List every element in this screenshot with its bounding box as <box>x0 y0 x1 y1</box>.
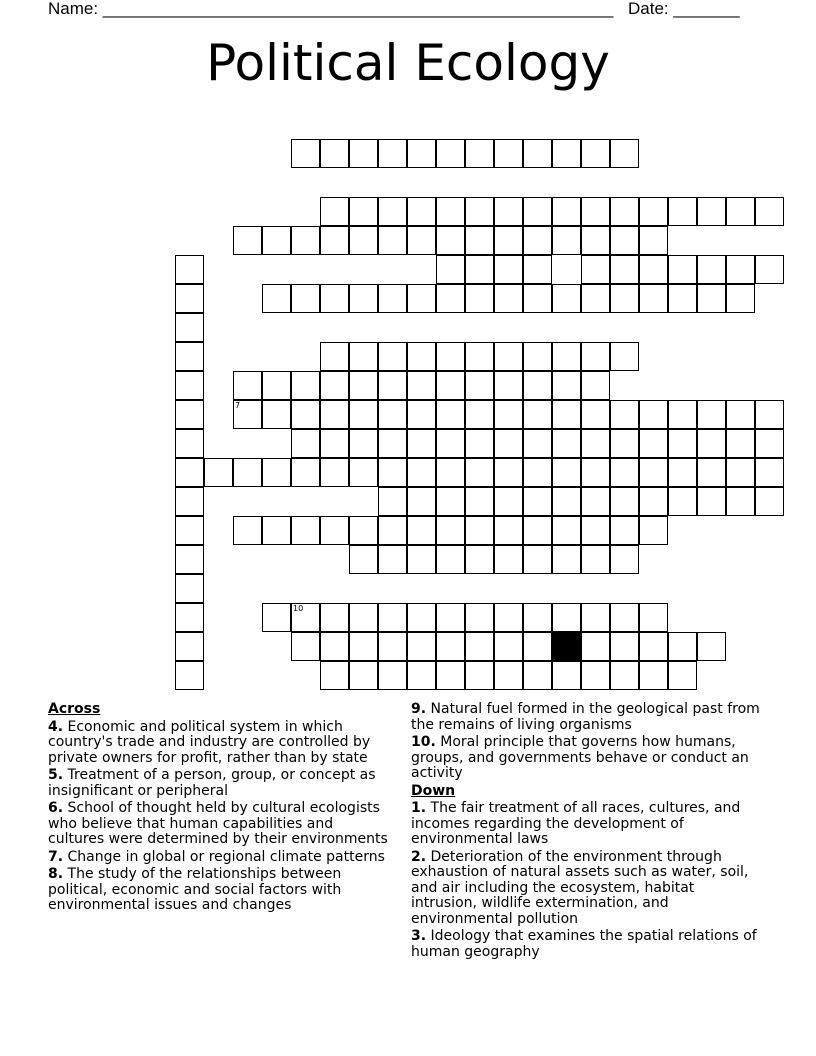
clues-right-column <box>411 702 761 962</box>
grid-cell[interactable] <box>436 342 465 371</box>
grid-cell[interactable] <box>668 429 697 458</box>
grid-cell[interactable] <box>349 226 378 255</box>
grid-cell[interactable] <box>320 226 349 255</box>
grid-cell[interactable] <box>175 603 204 632</box>
grid-cell[interactable] <box>320 661 349 690</box>
grid-cell[interactable] <box>465 255 494 284</box>
grid-cell[interactable] <box>523 139 552 168</box>
grid-cell[interactable] <box>494 458 523 487</box>
grid-cell[interactable] <box>552 226 581 255</box>
grid-cell[interactable] <box>291 284 320 313</box>
grid-cell[interactable] <box>523 516 552 545</box>
grid-cell[interactable] <box>610 661 639 690</box>
grid-cell[interactable] <box>262 284 291 313</box>
grid-cell[interactable] <box>697 197 726 226</box>
grid-cell[interactable] <box>523 458 552 487</box>
grid-cell[interactable] <box>668 255 697 284</box>
grid-cell[interactable] <box>175 371 204 400</box>
grid-cell[interactable] <box>639 487 668 516</box>
grid-cell[interactable] <box>639 661 668 690</box>
clue-across-10: 10. Moral principle that governs how humans, groups, and governments behave or conduct an activity <box>411 734 749 781</box>
grid-cell[interactable] <box>465 400 494 429</box>
grid-cell[interactable] <box>494 487 523 516</box>
grid-cell[interactable] <box>552 458 581 487</box>
grid-cell[interactable] <box>262 371 291 400</box>
grid-cell[interactable] <box>523 255 552 284</box>
grid-cell[interactable] <box>378 545 407 574</box>
grid-cell[interactable] <box>494 255 523 284</box>
grid-cell[interactable] <box>668 458 697 487</box>
grid-cell[interactable] <box>494 197 523 226</box>
grid-cell[interactable] <box>436 516 465 545</box>
grid-cell[interactable] <box>610 255 639 284</box>
grid-cell[interactable] <box>639 603 668 632</box>
grid-cell[interactable] <box>378 661 407 690</box>
grid-cell[interactable] <box>349 632 378 661</box>
grid-cell[interactable] <box>378 342 407 371</box>
grid-cell[interactable] <box>523 429 552 458</box>
grid-cell[interactable] <box>175 661 204 690</box>
grid-cell[interactable] <box>494 139 523 168</box>
grid-cell[interactable] <box>523 661 552 690</box>
grid-cell[interactable] <box>697 429 726 458</box>
grid-cell[interactable] <box>378 458 407 487</box>
grid-cell[interactable] <box>349 139 378 168</box>
grid-cell[interactable] <box>726 400 755 429</box>
grid-cell[interactable] <box>610 139 639 168</box>
grid-cell[interactable] <box>175 400 204 429</box>
grid-cell[interactable] <box>552 284 581 313</box>
grid-cell[interactable] <box>262 226 291 255</box>
grid-cell[interactable] <box>378 197 407 226</box>
grid-cell[interactable] <box>697 255 726 284</box>
grid-cell[interactable] <box>639 400 668 429</box>
grid-cell[interactable] <box>320 603 349 632</box>
grid-cell[interactable] <box>291 458 320 487</box>
grid-cell[interactable] <box>494 400 523 429</box>
grid-cell[interactable] <box>175 574 204 603</box>
grid-cell[interactable] <box>465 516 494 545</box>
clue-number: 7 <box>235 401 241 410</box>
grid-cell[interactable] <box>697 284 726 313</box>
clue-across-6: 6. School of thought held by cultural ecologists who believe that human capabilities and cultures were determined by their environments <box>48 800 388 847</box>
grid-cell[interactable] <box>552 487 581 516</box>
grid-cell[interactable] <box>639 226 668 255</box>
grid-cell[interactable] <box>436 284 465 313</box>
grid-cell[interactable] <box>610 458 639 487</box>
grid-cell[interactable] <box>523 284 552 313</box>
grid-cell[interactable] <box>639 516 668 545</box>
grid-cell[interactable] <box>668 400 697 429</box>
grid-cell[interactable] <box>610 603 639 632</box>
grid-cell[interactable] <box>581 545 610 574</box>
grid-cell[interactable] <box>407 197 436 226</box>
grid-cell[interactable] <box>581 342 610 371</box>
grid-cell[interactable] <box>755 197 784 226</box>
grid-cell[interactable] <box>175 255 204 284</box>
grid-cell[interactable] <box>320 342 349 371</box>
grid-cell[interactable] <box>523 487 552 516</box>
grid-cell[interactable] <box>436 255 465 284</box>
name-field-label: Name: ______________________________________________________ <box>48 0 614 18</box>
grid-cell[interactable] <box>639 632 668 661</box>
grid-cell[interactable] <box>465 342 494 371</box>
grid-cell[interactable] <box>436 487 465 516</box>
grid-cell[interactable] <box>407 458 436 487</box>
grid-cell[interactable] <box>581 400 610 429</box>
grid-cell[interactable] <box>494 371 523 400</box>
clue-down-2: 2. Deterioration of the environment through exhaustion of natural assets such as water, soil, and air including the ecosystem, habitat intrusion, wildlife extermination, and environmental pollution <box>411 848 749 927</box>
grid-cell[interactable] <box>204 458 233 487</box>
grid-cell[interactable] <box>755 400 784 429</box>
grid-cell[interactable] <box>465 487 494 516</box>
grid-cell[interactable] <box>610 516 639 545</box>
grid-cell[interactable] <box>465 226 494 255</box>
grid-cell[interactable] <box>349 661 378 690</box>
grid-cell[interactable] <box>233 458 262 487</box>
grid-cell[interactable] <box>320 284 349 313</box>
grid-cell[interactable] <box>436 603 465 632</box>
grid-cell[interactable] <box>523 371 552 400</box>
grid-cell[interactable] <box>668 661 697 690</box>
grid-cell[interactable] <box>552 516 581 545</box>
grid-cell[interactable] <box>494 603 523 632</box>
grid-cell[interactable] <box>378 400 407 429</box>
grid-cell[interactable] <box>320 458 349 487</box>
grid-cell[interactable] <box>755 487 784 516</box>
grid-cell[interactable] <box>349 400 378 429</box>
grid-cell[interactable] <box>552 342 581 371</box>
grid-cell[interactable] <box>233 400 262 429</box>
grid-cell[interactable] <box>494 545 523 574</box>
grid-cell[interactable] <box>668 632 697 661</box>
grid-cell[interactable] <box>436 429 465 458</box>
grid-cell[interactable] <box>320 139 349 168</box>
grid-cell[interactable] <box>175 313 204 342</box>
grid-cell[interactable] <box>755 458 784 487</box>
grid-cell[interactable] <box>552 139 581 168</box>
clue-across-4: 4. Economic and political system in which country's trade and industry are controlled by private owners for profit, rather than by state <box>48 718 371 766</box>
grid-cell[interactable] <box>465 603 494 632</box>
grid-cell[interactable] <box>378 516 407 545</box>
grid-cell[interactable] <box>523 342 552 371</box>
grid-cell[interactable] <box>610 284 639 313</box>
grid-cell[interactable] <box>233 516 262 545</box>
grid-cell[interactable] <box>291 139 320 168</box>
grid-cell[interactable] <box>465 632 494 661</box>
grid-cell[interactable] <box>349 342 378 371</box>
grid-cell[interactable] <box>407 342 436 371</box>
grid-cell[interactable] <box>291 400 320 429</box>
grid-cell[interactable] <box>581 371 610 400</box>
grid-cell[interactable] <box>233 226 262 255</box>
grid-cell[interactable] <box>175 458 204 487</box>
grid-cell[interactable] <box>610 429 639 458</box>
grid-cell[interactable] <box>175 487 204 516</box>
grid-cell[interactable] <box>262 458 291 487</box>
grid-cell[interactable] <box>349 197 378 226</box>
grid-cell[interactable] <box>407 226 436 255</box>
grid-cell[interactable] <box>581 661 610 690</box>
grid-cell[interactable] <box>320 400 349 429</box>
grid-cell[interactable] <box>697 458 726 487</box>
grid-cell[interactable] <box>378 284 407 313</box>
grid-cell[interactable] <box>349 545 378 574</box>
grid-cell[interactable] <box>494 632 523 661</box>
grid-cell[interactable] <box>523 226 552 255</box>
grid-cell[interactable] <box>581 516 610 545</box>
grid-cell[interactable] <box>349 516 378 545</box>
grid-cell[interactable] <box>726 255 755 284</box>
clue-across-5: 5. Treatment of a person, group, or concept as insignificant or peripheral <box>48 767 376 799</box>
grid-cell[interactable] <box>494 284 523 313</box>
grid-cell[interactable] <box>581 458 610 487</box>
grid-cell[interactable] <box>349 284 378 313</box>
grid-cell[interactable] <box>523 632 552 661</box>
grid-cell[interactable] <box>291 429 320 458</box>
grid-cell[interactable] <box>465 139 494 168</box>
grid-cell[interactable] <box>639 429 668 458</box>
grid-cell[interactable] <box>436 458 465 487</box>
grid-cell[interactable] <box>494 429 523 458</box>
grid-cell[interactable] <box>436 371 465 400</box>
grid-cell[interactable] <box>465 197 494 226</box>
grid-cell[interactable] <box>320 516 349 545</box>
grid-cell[interactable] <box>175 516 204 545</box>
grid-cell[interactable] <box>465 429 494 458</box>
grid-cell[interactable] <box>320 429 349 458</box>
grid-cell[interactable] <box>726 487 755 516</box>
grid-cell[interactable] <box>581 632 610 661</box>
grid-cell[interactable] <box>407 429 436 458</box>
grid-cell[interactable] <box>262 400 291 429</box>
grid-cell[interactable] <box>407 603 436 632</box>
grid-cell[interactable] <box>581 139 610 168</box>
grid-cell[interactable] <box>581 226 610 255</box>
puzzle-title: Political Ecology <box>206 34 610 92</box>
grid-cell[interactable] <box>175 429 204 458</box>
clue-down-3: 3. Ideology that examines the spatial relations of human geography <box>411 928 757 960</box>
grid-cell[interactable] <box>581 603 610 632</box>
grid-cell[interactable] <box>494 661 523 690</box>
grid-cell[interactable] <box>639 458 668 487</box>
grid-cell[interactable] <box>610 342 639 371</box>
grid-cell[interactable] <box>639 284 668 313</box>
grid-cell[interactable] <box>726 284 755 313</box>
grid-cell[interactable] <box>610 400 639 429</box>
grid-cell[interactable] <box>523 545 552 574</box>
grid-cell[interactable] <box>639 255 668 284</box>
grid-cell[interactable] <box>610 226 639 255</box>
grid-cell[interactable] <box>552 197 581 226</box>
grid-cell[interactable] <box>436 661 465 690</box>
grid-cell[interactable] <box>610 197 639 226</box>
clues-left-column <box>48 702 393 916</box>
grid-cell[interactable] <box>378 429 407 458</box>
clue-down-1: 1. The fair treatment of all races, cultures, and incomes regarding the development of environmental laws <box>411 800 741 847</box>
grid-cell[interactable] <box>349 429 378 458</box>
grid-cell[interactable] <box>349 458 378 487</box>
grid-cell[interactable] <box>349 371 378 400</box>
grid-cell[interactable] <box>175 545 204 574</box>
grid-cell[interactable] <box>436 226 465 255</box>
across-heading: Across <box>48 701 101 717</box>
grid-cell[interactable] <box>552 371 581 400</box>
grid-cell[interactable] <box>436 197 465 226</box>
grid-cell[interactable] <box>436 545 465 574</box>
grid-cell[interactable] <box>552 661 581 690</box>
grid-cell[interactable] <box>581 197 610 226</box>
grid-cell[interactable] <box>378 226 407 255</box>
grid-cell[interactable] <box>378 603 407 632</box>
grid-cell[interactable] <box>407 661 436 690</box>
grid-cell[interactable] <box>407 371 436 400</box>
grid-cell[interactable] <box>407 400 436 429</box>
grid-cell[interactable] <box>523 197 552 226</box>
grid-cell[interactable] <box>436 632 465 661</box>
grid-cell[interactable] <box>523 400 552 429</box>
grid-cell[interactable] <box>494 226 523 255</box>
grid-cell[interactable] <box>494 516 523 545</box>
grid-cell[interactable] <box>291 516 320 545</box>
grid-cell[interactable] <box>291 371 320 400</box>
grid-cell[interactable] <box>262 516 291 545</box>
grid-cell[interactable] <box>581 255 610 284</box>
clue-across-7: 7. Change in global or regional climate patterns <box>48 848 385 865</box>
grid-cell[interactable] <box>726 458 755 487</box>
grid-cell[interactable] <box>697 400 726 429</box>
grid-cell[interactable] <box>407 487 436 516</box>
grid-cell[interactable] <box>726 429 755 458</box>
grid-cell[interactable] <box>668 197 697 226</box>
grid-cell[interactable] <box>378 487 407 516</box>
grid-cell[interactable] <box>755 255 784 284</box>
grid-cell[interactable] <box>465 545 494 574</box>
grid-cell[interactable] <box>175 342 204 371</box>
grid-cell[interactable] <box>262 603 291 632</box>
grid-cell[interactable] <box>610 632 639 661</box>
grid-cell[interactable] <box>639 197 668 226</box>
grid-cell[interactable] <box>610 545 639 574</box>
grid-cell[interactable] <box>378 371 407 400</box>
grid-cell[interactable] <box>320 371 349 400</box>
grid-cell[interactable] <box>378 632 407 661</box>
grid-cell[interactable] <box>175 632 204 661</box>
grid-cell[interactable] <box>320 632 349 661</box>
grid-cell[interactable] <box>465 661 494 690</box>
grid-cell[interactable] <box>407 516 436 545</box>
grid-cell[interactable] <box>668 284 697 313</box>
grid-cell[interactable] <box>407 139 436 168</box>
grid-cell[interactable] <box>291 603 320 632</box>
grid-cell[interactable] <box>581 429 610 458</box>
grid-cell[interactable] <box>465 458 494 487</box>
grid-cell[interactable] <box>175 284 204 313</box>
grid-cell[interactable] <box>552 429 581 458</box>
grid-cell[interactable] <box>726 197 755 226</box>
grid-cell[interactable] <box>436 400 465 429</box>
grid-cell[interactable] <box>378 139 407 168</box>
grid-cell[interactable] <box>407 632 436 661</box>
grid-cell[interactable] <box>581 284 610 313</box>
grid-cell[interactable] <box>581 487 610 516</box>
down-heading: Down <box>411 782 456 799</box>
grid-cell[interactable] <box>552 400 581 429</box>
grid-cell[interactable] <box>465 284 494 313</box>
grid-cell[interactable] <box>494 342 523 371</box>
grid-cell[interactable] <box>552 545 581 574</box>
grid-cell[interactable] <box>755 429 784 458</box>
grid-cell[interactable] <box>291 226 320 255</box>
grid-cell[interactable] <box>407 545 436 574</box>
grid-cell[interactable] <box>349 603 378 632</box>
grid-cell[interactable] <box>552 603 581 632</box>
grid-cell[interactable] <box>407 284 436 313</box>
clue-number: 10 <box>293 604 304 613</box>
date-field-label: Date: _______ <box>628 0 740 18</box>
black-cell <box>552 632 581 661</box>
grid-cell[interactable] <box>610 487 639 516</box>
grid-cell[interactable] <box>697 632 726 661</box>
grid-cell[interactable] <box>320 197 349 226</box>
grid-cell[interactable] <box>668 487 697 516</box>
grid-cell[interactable] <box>233 371 262 400</box>
grid-cell[interactable] <box>436 139 465 168</box>
grid-cell[interactable] <box>523 603 552 632</box>
grid-cell[interactable] <box>465 371 494 400</box>
grid-cell[interactable] <box>291 632 320 661</box>
clue-across-9: 9. Natural fuel formed in the geological past from the remains of living organisms <box>411 701 760 733</box>
clue-across-8: 8. The study of the relationships between political, economic and social factors with environmental issues and changes <box>48 866 342 913</box>
grid-cell[interactable] <box>697 487 726 516</box>
